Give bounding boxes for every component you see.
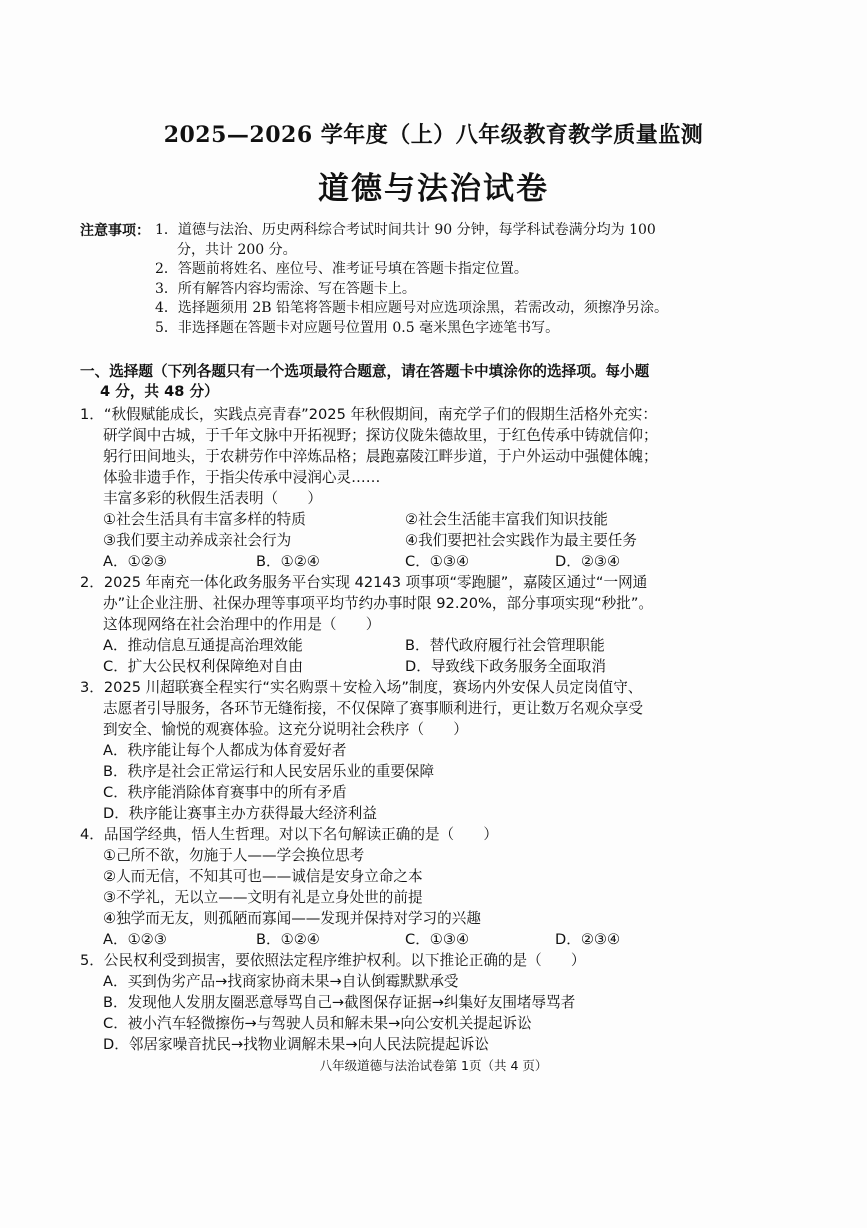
question-2-option-c[interactable]: C．扩大公民权利保障绝对自由 (103, 658, 303, 675)
question-3-option-b[interactable]: B．秩序是社会正常运行和人民安居乐业的重要保障 (103, 763, 435, 780)
note-item: 分，共计 200 分。 (177, 242, 297, 258)
note-item: 3．所有解答内容均需涂、写在答题卡上。 (155, 281, 416, 297)
question-1-statement: ①社会生活具有丰富多样的特质 (103, 511, 306, 528)
question-1-option-a[interactable]: A．①②③ (103, 553, 167, 570)
question-5-option-a[interactable]: A．买到伪劣产品→找商家协商未果→自认倒霉默默承受 (103, 973, 459, 990)
question-1-option-c[interactable]: C．①③④ (405, 553, 470, 570)
question-1-stem: 丰富多彩的秋假生活表明（ ） (103, 490, 322, 507)
question-2-option-a[interactable]: A．推动信息互通提高治理效能 (103, 637, 303, 654)
question-4-stem: 4．品国学经典，悟人生哲理。对以下名句解读正确的是（ ） (80, 826, 498, 843)
note-item: 2．答题前将姓名、座位号、准考证号填在答题卡指定位置。 (155, 261, 528, 277)
question-4-statement: ①己所不欲，勿施于人——学会换位思考 (103, 847, 365, 864)
question-3-line: 3．2025 川超联赛全程实行“实名购票＋安检入场”制度，赛场内外安保人员定岗值守、 (80, 679, 643, 696)
question-2-option-b[interactable]: B．替代政府履行社会管理职能 (405, 637, 605, 654)
question-3-option-a[interactable]: A．秩序能让每个人都成为体育爱好者 (103, 742, 347, 759)
question-1-statement: ④我们要把社会实践作为最主要任务 (405, 532, 637, 549)
question-5-option-b[interactable]: B．发现他人发朋友圈恶意辱骂自己→截图保存证据→纠集好友围堵辱骂者 (103, 994, 576, 1011)
exam-title: 2025—2026 学年度（上）八年级教育教学质量监测 (163, 122, 704, 148)
question-4-statement: ②人而无信，不知其可也——诚信是安身立命之本 (103, 868, 423, 885)
question-1-line: 体验非遗手作，于指尖传承中浸润心灵…… (103, 469, 381, 486)
question-5-option-c[interactable]: C．被小汽车轻微擦伤→与驾驶人员和解未果→向公安机关提起诉讼 (103, 1015, 532, 1032)
page-footer: 八年级道德与法治试卷第 1页（共 4 页） (319, 1058, 548, 1073)
question-2-line: 办”让企业注册、社保办理等事项平均节约办事时限 92.20%，部分事项实现“秒批”。 (103, 595, 653, 612)
question-1-option-b[interactable]: B．①②④ (256, 553, 320, 570)
question-4-option-a[interactable]: A．①②③ (103, 931, 167, 948)
question-4-option-d[interactable]: D．②③④ (555, 931, 621, 948)
question-4-statement: ③不学礼，无以立——文明有礼是立身处世的前提 (103, 889, 423, 906)
question-4-option-b[interactable]: B．①②④ (256, 931, 320, 948)
question-5-stem: 5．公民权利受到损害，要依照法定程序维护权利。以下推论正确的是（ ） (80, 952, 586, 969)
question-1-line: 躬行田间地头，于农耕劳作中淬炼品格；晨跑嘉陵江畔步道，于户外运动中强健体魄； (103, 448, 658, 465)
question-4-option-c[interactable]: C．①③④ (405, 931, 470, 948)
note-item: 5．非选择题在答题卡对应题号位置用 0.5 毫米黑色字迹笔书写。 (155, 320, 560, 336)
question-1-option-d[interactable]: D．②③④ (555, 553, 621, 570)
section-heading: 一、选择题（下列各题只有一个选项最符合题意，请在答题卡中填涂你的选择项。每小题 (80, 363, 650, 380)
question-2-line: 2．2025 年南充一体化政务服务平台实现 42143 项事项“零跑腿”，嘉陵区通过“一网通 (80, 574, 648, 591)
question-1-statement: ②社会生活能丰富我们知识技能 (405, 511, 608, 528)
notes-label: 注意事项： (80, 223, 150, 239)
question-3-option-d[interactable]: D．秩序能让赛事主办方获得最大经济利益 (103, 805, 377, 822)
question-2-option-d[interactable]: D．导致线下政务服务全面取消 (405, 658, 606, 675)
question-3-stem: 到安全、愉悦的观赛体验。这充分说明社会秩序（ ） (103, 721, 468, 738)
note-item: 1．道德与法治、历史两科综合考试时间共计 90 分钟，每学科试卷满分均为 100 (155, 222, 656, 238)
note-item: 4．选择题须用 2B 铅笔将答题卡相应题号对应选项涂黑，若需改动，须擦净另涂。 (155, 300, 669, 316)
section-heading-cont: 4 分，共 48 分） (100, 383, 219, 400)
question-1-line: 1．“秋假赋能成长，实践点亮青春”2025 年秋假期间，南充学子们的假期生活格外充实： (80, 406, 657, 423)
question-1-line: 研学阆中古城，于千年文脉中开拓视野；探访仪陇朱德故里，于红色传承中铸就信仰； (103, 427, 658, 444)
exam-subtitle: 道德与法治试卷 (318, 171, 549, 207)
question-1-statement: ③我们要主动养成亲社会行为 (103, 532, 292, 549)
question-4-statement: ④独学而无友，则孤陋而寡闻——发现并保持对学习的兴趣 (103, 910, 481, 927)
question-2-stem: 这体现网络在社会治理中的作用是（ ） (103, 616, 381, 633)
question-5-option-d[interactable]: D．邻居家噪音扰民→找物业调解未果→向人民法院提起诉讼 (103, 1036, 489, 1053)
question-3-line: 志愿者引导服务，各环节无缝衔接，不仅保障了赛事顺利进行，更让数万名观众享受 (103, 700, 643, 717)
question-3-option-c[interactable]: C．秩序能消除体育赛事中的所有矛盾 (103, 784, 347, 801)
